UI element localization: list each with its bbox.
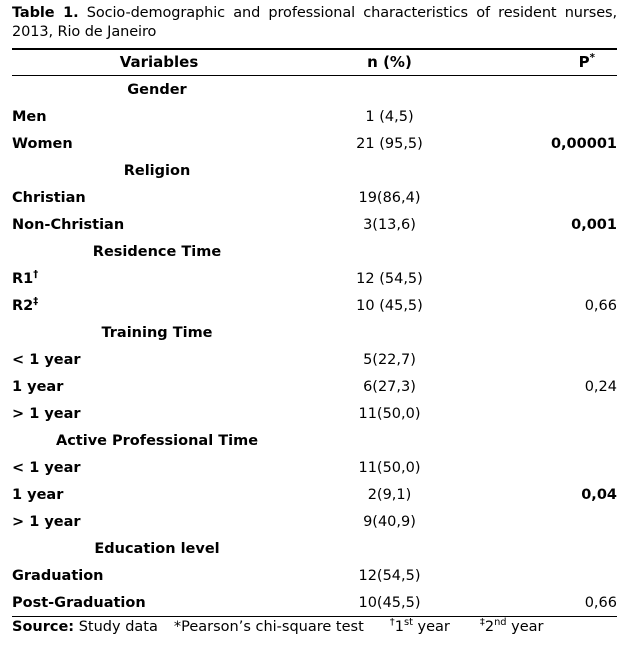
- variable-label: Christian: [12, 190, 86, 206]
- cell-p-value: [477, 103, 617, 130]
- cell-p-value: 0,24: [584, 379, 617, 395]
- section-header-cell: [12, 157, 617, 184]
- section-title: Training Time: [101, 325, 213, 341]
- cell-n-percent: 2(9,1): [367, 487, 412, 503]
- section-header-cell: [12, 76, 617, 104]
- cell-n-percent: 21 (95,5): [356, 136, 423, 152]
- cell-n-percent: 12 (54,5): [356, 271, 423, 287]
- table-header: [12, 49, 617, 76]
- table-row: [12, 508, 617, 535]
- cell-n-percent: 19(86,4): [358, 190, 421, 206]
- table-row: [12, 346, 617, 373]
- footnote-source-label: Source:: [12, 619, 75, 635]
- caption-label: Table 1.: [12, 5, 79, 21]
- table-row: [12, 589, 617, 616]
- cell-variable: [12, 184, 302, 211]
- footnote-r1: [390, 619, 450, 635]
- caption-text: Socio-demographic and professional characteristics of resident nurses, 2013, Rio de Janeiro: [12, 5, 617, 40]
- table-row: [12, 211, 617, 238]
- column-header-n-percent: n (%): [302, 49, 477, 76]
- variable-label: > 1 year: [12, 514, 81, 530]
- p-header-marker: *: [589, 53, 595, 64]
- cell-n-percent: 6(27,3): [363, 379, 416, 395]
- table-body: [12, 76, 617, 617]
- cell-variable: [12, 292, 302, 319]
- variable-label: Non-Christian: [12, 217, 125, 233]
- footnote-r2-ordinal: 2: [484, 619, 495, 635]
- cell-p-value: [477, 400, 617, 427]
- section-header-cell: [12, 238, 617, 265]
- cell-n-percent: 12(54,5): [358, 568, 421, 584]
- table-footnotes: [12, 616, 617, 635]
- section-header-cell: [12, 319, 617, 346]
- cell-p-value: 0,04: [581, 487, 617, 503]
- footnote-r2-marker: ‡: [479, 617, 485, 629]
- section-header-row: [12, 427, 617, 454]
- footnote-r1-ordinal-suffix: st: [403, 617, 413, 629]
- footnote-source: [12, 619, 158, 635]
- cell-variable: [12, 481, 302, 508]
- section-header-row: [12, 157, 617, 184]
- variable-label: 1 year: [12, 487, 64, 503]
- variable-label: < 1 year: [12, 352, 81, 368]
- cell-p-value: [477, 562, 617, 589]
- cell-variable: [12, 562, 302, 589]
- cell-variable: [12, 265, 302, 292]
- variable-label: > 1 year: [12, 406, 81, 422]
- section-title: Residence Time: [92, 244, 222, 260]
- cell-n-percent: 11(50,0): [358, 406, 421, 422]
- table-row: [12, 373, 617, 400]
- cell-n-percent: 10 (45,5): [356, 298, 423, 314]
- variable-label: Women: [12, 136, 73, 152]
- section-header-row: [12, 76, 617, 104]
- cell-p-value: [477, 265, 617, 292]
- table-row: [12, 184, 617, 211]
- table-row: [12, 481, 617, 508]
- variable-label-marker: †: [33, 269, 39, 281]
- cell-n-percent: 11(50,0): [358, 460, 421, 476]
- cell-variable: [12, 346, 302, 373]
- variable-label: Post-Graduation: [12, 595, 146, 611]
- footnote-r2: [480, 619, 544, 635]
- cell-n-percent: 1 (4,5): [365, 109, 414, 125]
- footnote-r1-marker: †: [389, 617, 395, 629]
- column-header-variables: Variables: [12, 49, 302, 76]
- cell-variable: [12, 130, 302, 157]
- table-row: [12, 265, 617, 292]
- header-row: [12, 49, 617, 76]
- cell-n-percent: 3(13,6): [363, 217, 416, 233]
- section-header-row: [12, 319, 617, 346]
- section-title: Education level: [94, 541, 220, 557]
- cell-p-value: [477, 508, 617, 535]
- variable-label: Men: [12, 109, 47, 125]
- cell-p-value: [477, 184, 617, 211]
- variable-label: R1: [12, 271, 34, 287]
- section-title: Gender: [127, 82, 187, 98]
- footnote-r2-ordinal-suffix: nd: [494, 617, 507, 629]
- cell-p-value: 0,66: [584, 595, 617, 611]
- variable-label-marker: ‡: [33, 296, 39, 308]
- section-header-row: [12, 238, 617, 265]
- footnote-r1-ordinal: 1: [394, 619, 404, 635]
- cell-variable: [12, 211, 302, 238]
- cell-p-value: [477, 346, 617, 373]
- cell-variable: [12, 373, 302, 400]
- table-row: [12, 454, 617, 481]
- cell-p-value: 0,66: [584, 298, 617, 314]
- section-header-cell: [12, 535, 617, 562]
- cell-variable: [12, 508, 302, 535]
- cell-n-percent: 10(45,5): [358, 595, 421, 611]
- p-header-text: P: [578, 53, 590, 71]
- section-title: Active Professional Time: [55, 433, 259, 449]
- cell-variable: [12, 589, 302, 616]
- footnote-source-text: Study data: [74, 619, 158, 635]
- section-header-row: [12, 535, 617, 562]
- table-row: [12, 130, 617, 157]
- table-row: [12, 562, 617, 589]
- variable-label: < 1 year: [12, 460, 81, 476]
- cell-variable: [12, 400, 302, 427]
- cell-n-percent: 9(40,9): [363, 514, 416, 530]
- table-row: [12, 292, 617, 319]
- section-header-cell: [12, 427, 617, 454]
- table-row: [12, 103, 617, 130]
- footnote-r1-text: year: [412, 619, 450, 635]
- cell-p-value: [477, 454, 617, 481]
- characteristics-table: [12, 48, 617, 616]
- variable-label: Graduation: [12, 568, 104, 584]
- table-caption: [12, 4, 617, 42]
- cell-p-value: 0,00001: [550, 136, 617, 152]
- variable-label: R2: [12, 298, 34, 314]
- footnote-pearson: *Pearson’s chi-square test: [173, 619, 364, 635]
- cell-variable: [12, 103, 302, 130]
- footnote-r2-text: year: [506, 619, 544, 635]
- table-row: [12, 400, 617, 427]
- cell-n-percent: 5(22,7): [363, 352, 416, 368]
- section-title: Religion: [123, 163, 191, 179]
- column-header-p-value: [477, 49, 617, 76]
- cell-p-value: 0,001: [571, 217, 617, 233]
- variable-label: 1 year: [12, 379, 64, 395]
- cell-variable: [12, 454, 302, 481]
